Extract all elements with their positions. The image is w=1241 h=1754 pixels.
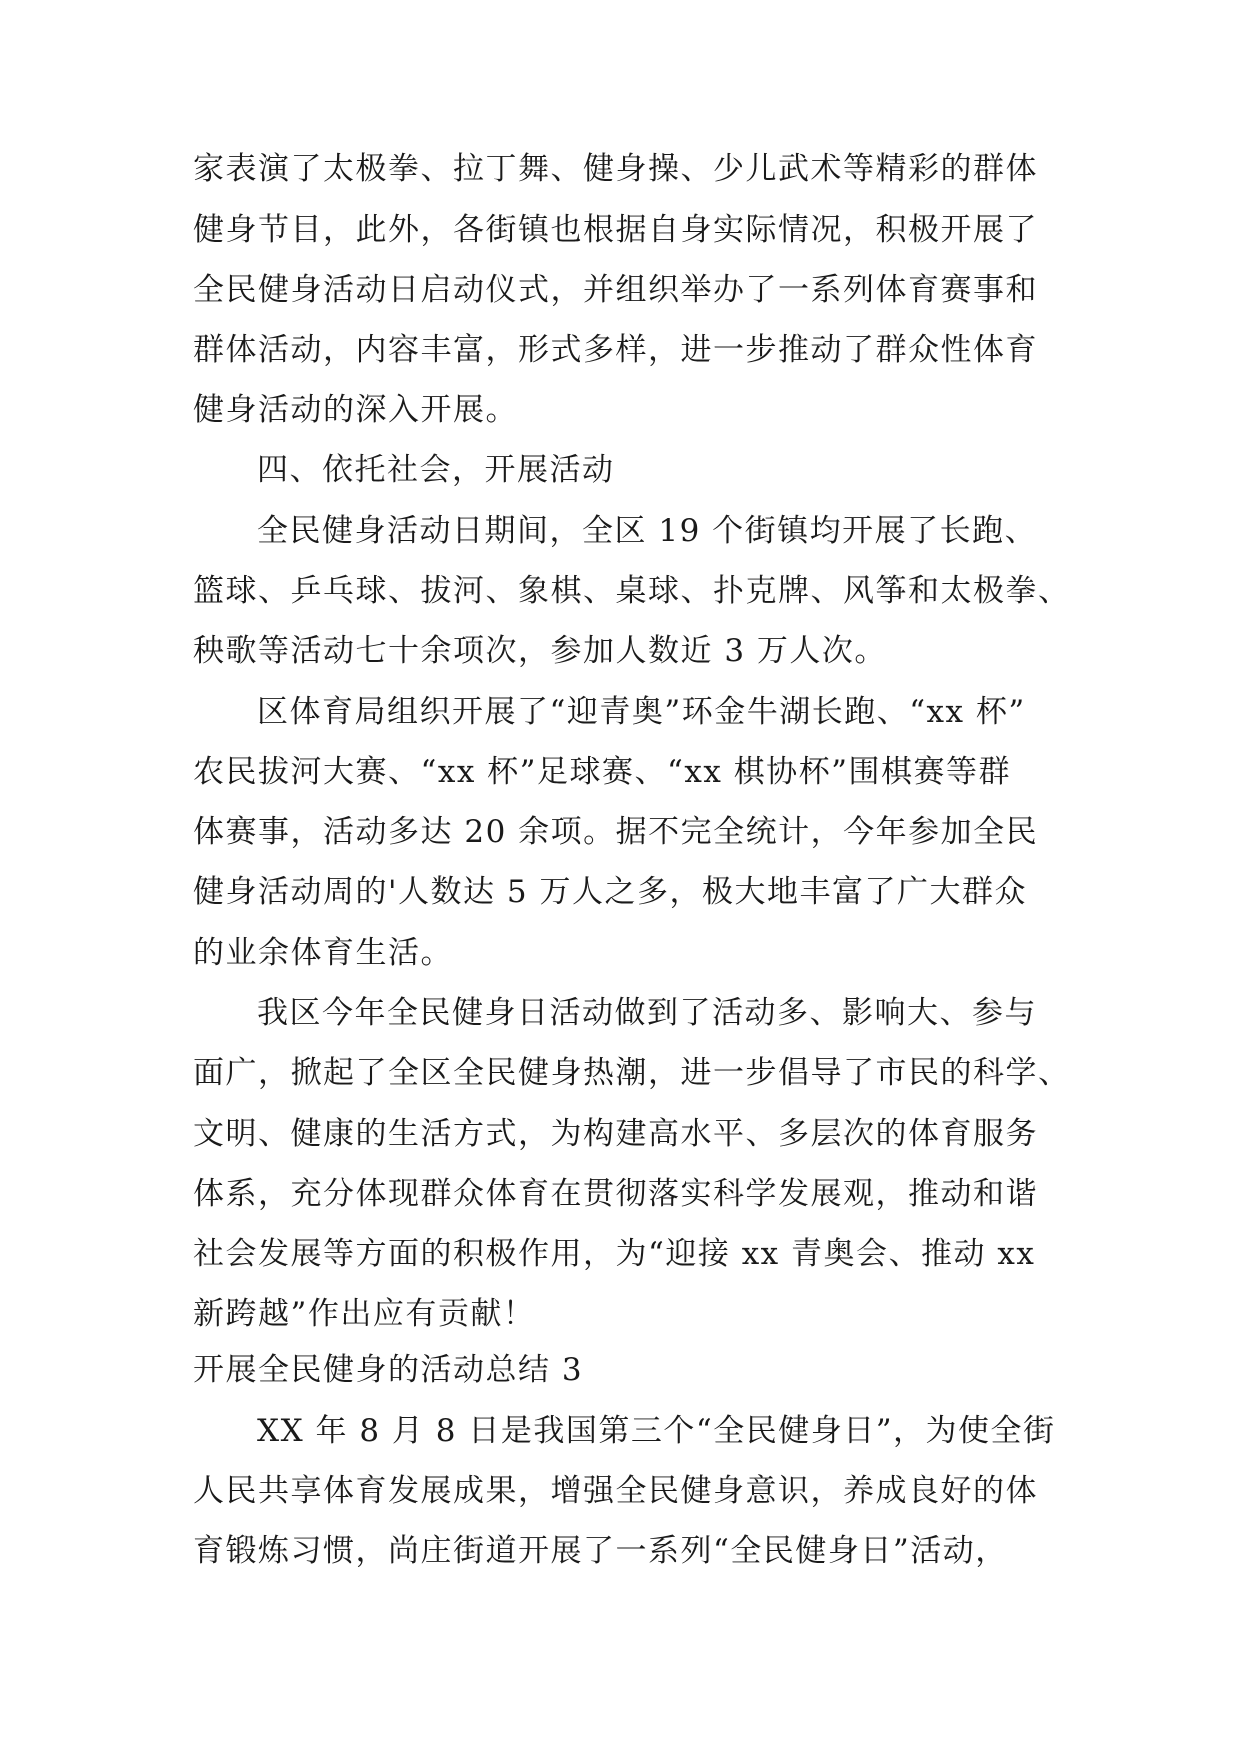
paragraph-line: 人民共享体育发展成果，增强全民健身意识，养成良好的体 (193, 1473, 1038, 1509)
paragraph-line: 篮球、乒乓球、拔河、象棋、桌球、扑克牌、风筝和太极拳、 (193, 573, 1071, 609)
paragraph-line: 新跨越”作出应有贡献！ (193, 1296, 536, 1332)
paragraph-line: 全民健身活动日期间，全区 19 个街镇均开展了长跑、 (257, 513, 1038, 549)
paragraph-line: 社会发展等方面的积极作用，为“迎接 xx 青奥会、推动 xx (193, 1236, 1036, 1272)
document-title: 开展全民健身的活动总结 3 (193, 1352, 584, 1388)
paragraph-line: 家表演了太极拳、拉丁舞、健身操、少儿武术等精彩的群体 (193, 151, 1038, 187)
paragraph-line: 区体育局组织开展了“迎青奥”环金牛湖长跑、“xx 杯” (257, 694, 1026, 730)
paragraph-line: 体系，充分体现群众体育在贯彻落实科学发展观，推动和谐 (193, 1176, 1038, 1212)
paragraph-line: 农民拔河大赛、“xx 杯”足球赛、“xx 棋协杯”围棋赛等群 (193, 754, 1012, 790)
paragraph-line: 健身活动周的'人数达 5 万人之多，极大地丰富了广大群众 (193, 874, 1027, 910)
paragraph-line: 健身活动的深入开展。 (193, 392, 518, 428)
paragraph-line: 面广，掀起了全区全民健身热潮，进一步倡导了市民的科学、 (193, 1055, 1071, 1091)
paragraph-line: 群体活动，内容丰富，形式多样，进一步推动了群众性体育 (193, 332, 1038, 368)
paragraph-line: 我区今年全民健身日活动做到了活动多、影响大、参与 (257, 995, 1037, 1031)
paragraph-line: XX 年 8 月 8 日是我国第三个“全民健身日”，为使全街 (257, 1413, 1056, 1449)
paragraph-line: 育锻炼习惯，尚庄街道开展了一系列“全民健身日”活动， (193, 1533, 1008, 1569)
paragraph-line: 文明、健康的生活方式，为构建高水平、多层次的体育服务 (193, 1116, 1038, 1152)
section-heading: 四、依托社会，开展活动 (257, 452, 615, 488)
paragraph-line: 的业余体育生活。 (193, 935, 453, 971)
paragraph-line: 体赛事，活动多达 20 余项。据不完全统计，今年参加全民 (193, 814, 1039, 850)
paragraph-line: 全民健身活动日启动仪式，并组织举办了一系列体育赛事和 (193, 272, 1038, 308)
paragraph-line: 健身节目，此外，各街镇也根据自身实际情况，积极开展了 (193, 212, 1038, 248)
paragraph-line: 秧歌等活动七十余项次，参加人数近 3 万人次。 (193, 633, 887, 669)
